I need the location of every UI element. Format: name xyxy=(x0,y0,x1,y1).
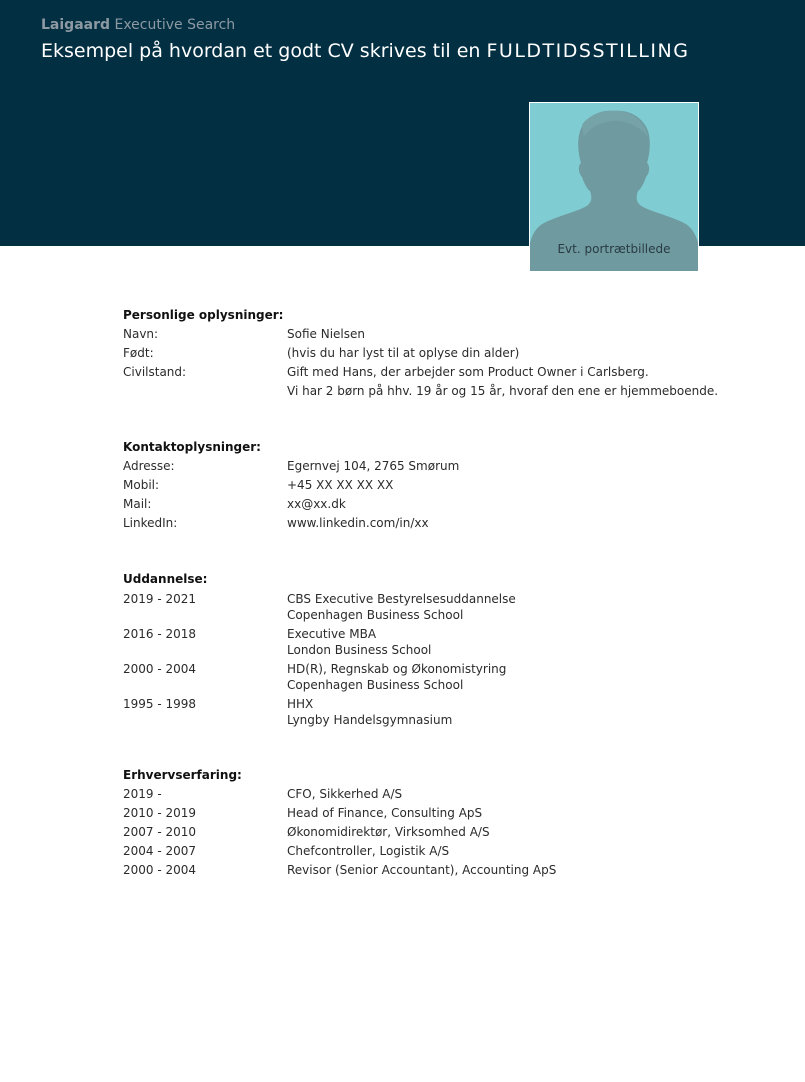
education-row xyxy=(123,694,723,729)
field-value: Egernvej 104, 2765 Smørum xyxy=(287,459,460,473)
degree: Executive MBA xyxy=(287,626,377,641)
period: 1995 - 1998 xyxy=(123,696,197,711)
period: 2016 - 2018 xyxy=(123,626,197,641)
portrait-placeholder xyxy=(529,102,699,271)
institution: Copenhagen Business School xyxy=(287,607,464,622)
field-label: Civilstand: xyxy=(123,365,187,379)
position: CFO, Sikkerhed A/S xyxy=(287,787,403,801)
experience-row xyxy=(123,785,723,804)
period: 2000 - 2004 xyxy=(123,661,197,676)
title-prefix: Eksempel på hvordan et godt CV skrives til en xyxy=(41,40,481,62)
section-title: Erhvervserfaring: xyxy=(123,768,242,782)
period: 2019 - xyxy=(123,787,162,801)
field-value: www.linkedin.com/in/xx xyxy=(287,516,429,530)
brand-rest: Executive Search xyxy=(114,17,236,33)
institution: Lyngby Handelsgymnasium xyxy=(287,712,453,727)
field-value: Vi har 2 børn på hhv. 19 år og 15 år, hvoraf den ene er hjemmeboende. xyxy=(287,384,719,398)
position: Revisor (Senior Accountant), Accounting ApS xyxy=(287,863,557,877)
section-contact xyxy=(123,438,723,533)
experience-row xyxy=(123,804,723,823)
cv-body xyxy=(123,306,723,917)
education-row xyxy=(123,624,723,659)
period: 2010 - 2019 xyxy=(123,806,197,820)
degree: HHX xyxy=(287,696,314,711)
experience-row xyxy=(123,861,723,880)
page-title xyxy=(41,40,689,62)
period: 2000 - 2004 xyxy=(123,863,197,877)
info-row xyxy=(123,514,723,533)
education-row xyxy=(123,659,723,694)
info-row xyxy=(123,495,723,514)
field-label: Født: xyxy=(123,346,154,360)
education-row xyxy=(123,589,723,624)
position: Head of Finance, Consulting ApS xyxy=(287,806,483,820)
field-label xyxy=(123,382,287,401)
period: 2004 - 2007 xyxy=(123,844,197,858)
position: Chefcontroller, Logistik A/S xyxy=(287,844,450,858)
period: 2007 - 2010 xyxy=(123,825,197,839)
field-value: +45 XX XX XX XX xyxy=(287,478,394,492)
field-label: LinkedIn: xyxy=(123,516,178,530)
info-row xyxy=(123,476,723,495)
period: 2019 - 2021 xyxy=(123,591,197,606)
info-row xyxy=(123,363,723,382)
field-value: Sofie Nielsen xyxy=(287,327,365,341)
institution: Copenhagen Business School xyxy=(287,677,464,692)
section-education xyxy=(123,570,723,729)
photo-label: Evt. portrætbillede xyxy=(557,242,671,256)
brand-bold: Laigaard xyxy=(41,17,111,33)
info-row xyxy=(123,382,723,401)
brand xyxy=(41,17,235,33)
degree: CBS Executive Bestyrelsesuddannelse xyxy=(287,591,516,606)
institution: London Business School xyxy=(287,642,432,657)
info-row xyxy=(123,325,723,344)
experience-row xyxy=(123,823,723,842)
degree: HD(R), Regnskab og Økonomistyring xyxy=(287,661,507,676)
title-caps: FULDTIDSSTILLING xyxy=(486,40,690,62)
section-personal xyxy=(123,306,723,401)
experience-row xyxy=(123,842,723,861)
field-value: (hvis du har lyst til at oplyse din alder) xyxy=(287,346,520,360)
field-label: Mail: xyxy=(123,497,152,511)
field-label: Mobil: xyxy=(123,478,160,492)
position: Økonomidirektør, Virksomhed A/S xyxy=(287,825,490,839)
field-label: Navn: xyxy=(123,327,159,341)
section-title: Personlige oplysninger: xyxy=(123,308,284,322)
section-title: Uddannelse: xyxy=(123,572,208,586)
section-title: Kontaktoplysninger: xyxy=(123,440,261,454)
info-row xyxy=(123,344,723,363)
field-value: Gift med Hans, der arbejder som Product Owner i Carlsberg. xyxy=(287,365,649,379)
section-experience xyxy=(123,766,723,880)
field-label: Adresse: xyxy=(123,459,175,473)
field-value: xx@xx.dk xyxy=(287,497,346,511)
info-row xyxy=(123,457,723,476)
